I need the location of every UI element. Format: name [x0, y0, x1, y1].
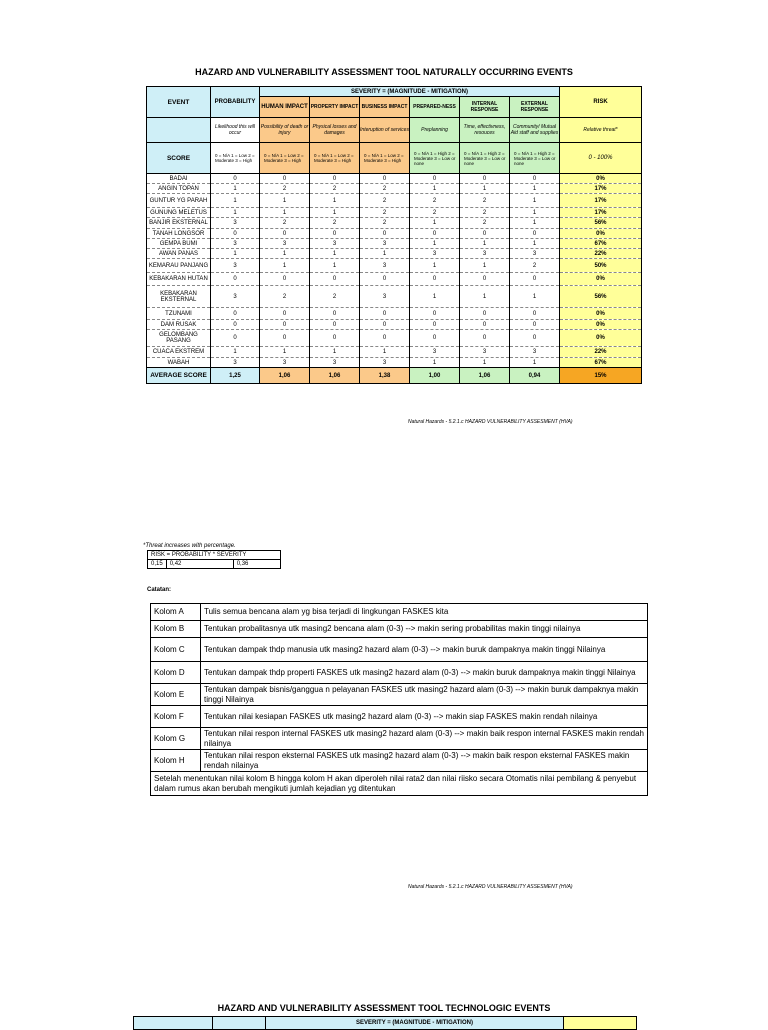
- score-cell: 1: [460, 184, 510, 194]
- event-name: ANGIN TOPAN: [147, 184, 211, 194]
- score-cell: 1: [211, 208, 260, 218]
- score-cell: 2: [460, 194, 510, 208]
- score-cell: 3: [211, 358, 260, 368]
- desc-property: Physical losses and damages: [310, 118, 360, 143]
- risk-formula-value: 0,15: [148, 560, 167, 569]
- score-cell: 1: [460, 286, 510, 308]
- score-cell: 1: [510, 286, 560, 308]
- average-label: AVERAGE SCORE: [147, 368, 211, 384]
- score-cell: 1: [260, 208, 310, 218]
- score-cell: 2: [510, 259, 560, 273]
- score-cell: 2: [260, 218, 310, 229]
- event-name: WABAH: [147, 358, 211, 368]
- score-cell: 1: [360, 249, 410, 259]
- header-probability: PROBABILITY: [211, 87, 260, 118]
- note-row: [151, 706, 648, 728]
- score-cell: 3: [460, 347, 510, 358]
- table-row: [147, 208, 642, 218]
- score-cell: 0: [360, 320, 410, 330]
- desc-human: Possibility of death or injury: [260, 118, 310, 143]
- score-cell: 0: [460, 330, 510, 347]
- score-cell: 0: [460, 273, 510, 286]
- desc-prepared: Preplanning: [410, 118, 460, 143]
- score-cell: 3: [310, 358, 360, 368]
- score-cell: 3: [211, 286, 260, 308]
- score-cell: 3: [360, 358, 410, 368]
- score-cell: 1: [310, 259, 360, 273]
- header-probability-2: [213, 1017, 266, 1030]
- score-cell: 1: [211, 194, 260, 208]
- score-cell: 1: [260, 194, 310, 208]
- event-name: GEMPA BUMI: [147, 239, 211, 249]
- risk-value: 56%: [560, 218, 642, 229]
- event-name: KEBAKARAN HUTAN: [147, 273, 211, 286]
- header-human: HUMAN IMPACT: [260, 97, 310, 118]
- risk-value: 0%: [560, 308, 642, 320]
- average-cell: 1,06: [310, 368, 360, 384]
- score-cell: 2: [360, 218, 410, 229]
- score-cell: 0: [410, 174, 460, 184]
- score-cell: 0: [211, 273, 260, 286]
- header-risk-2: [564, 1017, 637, 1030]
- score-cell: 0: [460, 229, 510, 239]
- score-cell: 1: [410, 239, 460, 249]
- score-cell: 0: [260, 320, 310, 330]
- note-text: Tentukan dampak thdp properti FASKES utk masing2 hazard alam (0-3) --> makin buruk dampaknya makin tinggi Nilainya: [201, 662, 648, 684]
- risk-value: 67%: [560, 358, 642, 368]
- threat-note: *Threat increases with percentage.: [143, 543, 236, 549]
- header-severity: SEVERITY = (MAGNITUDE - MITIGATION): [260, 87, 560, 97]
- score-cell: 2: [460, 218, 510, 229]
- score-cell: 2: [310, 184, 360, 194]
- risk-value: 67%: [560, 239, 642, 249]
- score-cell: 1: [510, 218, 560, 229]
- note-text: Tentukan probalitasnya utk masing2 bencana alam (0-3) --> makin sering probabilitas makin tinggi nilainya: [201, 621, 648, 638]
- table-row: [147, 308, 642, 320]
- note-row: [151, 621, 648, 638]
- header-severity-2: SEVERITY = (MAGNITUDE - MITIGATION): [266, 1017, 564, 1030]
- desc-risk: Relative threat*: [560, 118, 642, 143]
- score-cell: 3: [360, 286, 410, 308]
- score-cell: 0: [260, 229, 310, 239]
- score-cell: 0: [310, 273, 360, 286]
- table-row: [147, 259, 642, 273]
- score-cell: 0: [211, 174, 260, 184]
- risk-value: 22%: [560, 249, 642, 259]
- note-text: Tentukan nilai respon internal FASKES utk masing2 hazard alam (0-3) --> makin baik respon internal FASKES makin rendah nilainya: [201, 728, 648, 750]
- score-cell: 0: [260, 330, 310, 347]
- event-name: GELOMBANG PASANG: [147, 330, 211, 347]
- score-cell: 1: [510, 358, 560, 368]
- note-row: [151, 662, 648, 684]
- header-property: PROPERTY IMPACT: [310, 97, 360, 118]
- note-column: Kolom D: [151, 662, 201, 684]
- notes-summary: Setelah menentukan nilai kolom B hingga kolom H akan diperoleh nilai rata2 dan nilai riisko secara Otomatis nilai pembilang & penyebut dalam rumus akan berubah mengikuti jumlah kejadian yg ditentukan: [151, 772, 648, 796]
- score-cell: 2: [460, 208, 510, 218]
- table-row: [147, 347, 642, 358]
- score-cell: 1: [460, 358, 510, 368]
- average-cell: 1,38: [360, 368, 410, 384]
- score-cell: 2: [310, 218, 360, 229]
- risk-value: 17%: [560, 208, 642, 218]
- score-cell: 0: [211, 320, 260, 330]
- note-column: Kolom A: [151, 604, 201, 621]
- score-cell: 1: [211, 347, 260, 358]
- page-title: HAZARD AND VULNERABILITY ASSESSMENT TOOL NATURALLY OCCURRING EVENTS: [195, 67, 573, 77]
- score-cell: 1: [260, 249, 310, 259]
- score-cell: 2: [360, 208, 410, 218]
- score-cell: 2: [410, 194, 460, 208]
- score-cell: 3: [410, 347, 460, 358]
- score-cell: 1: [410, 218, 460, 229]
- desc-probability: Likelihood this will occur: [211, 118, 260, 143]
- risk-value: 17%: [560, 194, 642, 208]
- average-cell: 1,06: [260, 368, 310, 384]
- score-probability: 0 = N/A 1 = Low 2 = Moderate 3 = High: [211, 143, 260, 174]
- score-cell: 3: [310, 239, 360, 249]
- score-cell: 3: [460, 249, 510, 259]
- header-internal: INTERNAL RESPONSE: [460, 97, 510, 118]
- score-cell: 2: [260, 286, 310, 308]
- score-cell: 0: [260, 273, 310, 286]
- score-cell: 0: [510, 308, 560, 320]
- score-cell: 0: [360, 308, 410, 320]
- score-cell: 1: [310, 208, 360, 218]
- note-column: Kolom C: [151, 638, 201, 662]
- event-name: BANJIR EKSTERNAL: [147, 218, 211, 229]
- event-name: DAM RUSAK: [147, 320, 211, 330]
- score-cell: 0: [211, 330, 260, 347]
- score-cell: 1: [410, 259, 460, 273]
- score-cell: 0: [360, 273, 410, 286]
- score-cell: 2: [310, 286, 360, 308]
- score-label: SCORE: [147, 143, 211, 174]
- desc-business: Interuption of services: [360, 118, 410, 143]
- score-internal: 0 = N/A 1 = High 2 = Moderate 3 = Low or none: [460, 143, 510, 174]
- event-name: TZUNAMI: [147, 308, 211, 320]
- score-cell: 0: [460, 174, 510, 184]
- score-cell: 0: [410, 330, 460, 347]
- table-row: [147, 249, 642, 259]
- table-row: [147, 320, 642, 330]
- score-cell: 0: [510, 229, 560, 239]
- score-cell: 1: [510, 239, 560, 249]
- score-cell: 3: [260, 358, 310, 368]
- score-cell: 0: [211, 308, 260, 320]
- note-column: Kolom H: [151, 750, 201, 772]
- table-row: [147, 174, 642, 184]
- header-business: BUSINESS IMPACT: [360, 97, 410, 118]
- desc-external: Community/ Mutual Aid staff and supplies: [510, 118, 560, 143]
- note-row: [151, 684, 648, 706]
- note-row: [151, 638, 648, 662]
- score-cell: 1: [211, 184, 260, 194]
- note-text: Tentukan dampak bisnis/ganggua n pelayanan FASKES utk masing2 hazard alam (0-3) --> makin buruk dampaknya makin tinggi Nilainya: [201, 684, 648, 706]
- score-cell: 0: [460, 320, 510, 330]
- event-name: KEMARAU PANJANG: [147, 259, 211, 273]
- score-cell: 0: [260, 174, 310, 184]
- average-risk: 15%: [560, 368, 642, 384]
- score-cell: 1: [360, 347, 410, 358]
- note-row: [151, 750, 648, 772]
- desc-internal: Time, effectivness, resouces: [460, 118, 510, 143]
- score-external: 0 = N/A 1 = High 2 = Moderate 3 = Low or none: [510, 143, 560, 174]
- table-row: [147, 330, 642, 347]
- risk-formula-value: 0,36: [233, 560, 280, 569]
- table-row: [147, 239, 642, 249]
- score-cell: 0: [510, 273, 560, 286]
- score-cell: 1: [310, 347, 360, 358]
- hva-table-2: [133, 1016, 637, 1030]
- score-cell: 3: [211, 259, 260, 273]
- event-name: KEBAKARAN EKSTERNAL: [147, 286, 211, 308]
- risk-value: 0%: [560, 174, 642, 184]
- score-cell: 0: [310, 330, 360, 347]
- table-row: [147, 358, 642, 368]
- header-preparedness: PREPARED-NESS: [410, 97, 460, 118]
- header-external: EXTERNAL RESPONSE: [510, 97, 560, 118]
- event-name: TANAH LONGSOR: [147, 229, 211, 239]
- score-human: 0 = N/A 1 = Low 2 = Moderate 3 = High: [260, 143, 310, 174]
- note-text: Tentukan nilai respon eksternal FASKES utk masing2 hazard alam (0-3) --> makin baik respon eksternal FASKES makin rendah nilainya: [201, 750, 648, 772]
- risk-formula-value: 0,42: [166, 560, 233, 569]
- table-row: [147, 286, 642, 308]
- risk-formula-header: RISK = PROBABILITY * SEVERITY: [148, 551, 281, 560]
- risk-value: 50%: [560, 259, 642, 273]
- average-cell: 1,00: [410, 368, 460, 384]
- average-cell: 1,06: [460, 368, 510, 384]
- score-risk: 0 - 100%: [560, 143, 642, 174]
- score-cell: 0: [360, 174, 410, 184]
- notes-table: [150, 603, 648, 796]
- average-cell: 0,94: [510, 368, 560, 384]
- score-cell: 0: [410, 229, 460, 239]
- score-cell: 1: [260, 347, 310, 358]
- score-cell: 3: [211, 218, 260, 229]
- score-cell: 0: [211, 229, 260, 239]
- risk-value: 0%: [560, 330, 642, 347]
- risk-value: 56%: [560, 286, 642, 308]
- risk-value: 0%: [560, 273, 642, 286]
- average-row: [147, 368, 642, 384]
- score-cell: 0: [310, 229, 360, 239]
- note-row: [151, 604, 648, 621]
- score-cell: 0: [310, 320, 360, 330]
- score-cell: 1: [310, 249, 360, 259]
- score-cell: 3: [410, 249, 460, 259]
- score-cell: 1: [510, 194, 560, 208]
- score-cell: 1: [410, 286, 460, 308]
- score-cell: 0: [410, 320, 460, 330]
- note-text: Tulis semua bencana alam yg bisa terjadi di lingkungan FASKES kita: [201, 604, 648, 621]
- score-cell: 3: [360, 259, 410, 273]
- header-risk: RISK: [560, 87, 642, 118]
- score-cell: 0: [310, 308, 360, 320]
- score-business: 0 = N/A 1 = Low 2 = Moderate 3 = High: [360, 143, 410, 174]
- note-column: Kolom G: [151, 728, 201, 750]
- score-cell: 2: [410, 208, 460, 218]
- risk-value: 0%: [560, 320, 642, 330]
- note-text: Tentukan nilai kesiapan FASKES utk masing2 hazard alam (0-3) --> makin siap FASKES makin rendah nilainya: [201, 706, 648, 728]
- score-cell: 3: [510, 249, 560, 259]
- score-cell: 1: [460, 259, 510, 273]
- score-cell: 1: [211, 249, 260, 259]
- risk-formula-table: [147, 550, 281, 569]
- score-cell: 1: [410, 184, 460, 194]
- score-cell: 2: [360, 194, 410, 208]
- desc-event: [147, 118, 211, 143]
- note-column: Kolom E: [151, 684, 201, 706]
- score-cell: 3: [510, 347, 560, 358]
- score-cell: 0: [510, 320, 560, 330]
- score-cell: 3: [360, 239, 410, 249]
- table-row: [147, 218, 642, 229]
- score-cell: 2: [260, 184, 310, 194]
- score-cell: 0: [310, 174, 360, 184]
- event-name: GUNUNG MELETUS: [147, 208, 211, 218]
- score-cell: 1: [460, 239, 510, 249]
- footnote: Natural Hazards - 5.2.1.c HAZARD VULNERABILITY ASSESMENT (HVA): [408, 419, 573, 425]
- score-cell: 2: [360, 184, 410, 194]
- table-row: [147, 273, 642, 286]
- footnote-2: Natural Hazards - 5.2.1.c HAZARD VULNERABILITY ASSESMENT (HVA): [408, 884, 573, 890]
- risk-value: 0%: [560, 229, 642, 239]
- score-property: 0 = N/A 1 = Low 2 = Moderate 3 = High: [310, 143, 360, 174]
- score-cell: 3: [260, 239, 310, 249]
- score-cell: 1: [510, 184, 560, 194]
- score-cell: 0: [360, 229, 410, 239]
- table-row: [147, 194, 642, 208]
- score-cell: 0: [360, 330, 410, 347]
- table-row: [147, 229, 642, 239]
- hva-table: [146, 86, 642, 384]
- note-text: Tentukan dampak thdp manusia utk masing2 hazard alam (0-3) --> makin buruk dampaknya makin tinggi Nilainya: [201, 638, 648, 662]
- score-cell: 0: [260, 308, 310, 320]
- score-cell: 3: [211, 239, 260, 249]
- table-row: [147, 184, 642, 194]
- note-column: Kolom F: [151, 706, 201, 728]
- note-row: [151, 728, 648, 750]
- event-name: GUNTUR YG PARAH: [147, 194, 211, 208]
- score-cell: 0: [410, 308, 460, 320]
- average-cell: 1,25: [211, 368, 260, 384]
- event-name: CUACA EKSTREM: [147, 347, 211, 358]
- score-cell: 1: [310, 194, 360, 208]
- risk-value: 22%: [560, 347, 642, 358]
- page-title-2: HAZARD AND VULNERABILITY ASSESSMENT TOOL TECHNOLOGIC EVENTS: [217, 1003, 551, 1013]
- score-cell: 0: [460, 308, 510, 320]
- score-cell: 0: [410, 273, 460, 286]
- event-name: BADAI: [147, 174, 211, 184]
- catatan-label: Catatan:: [147, 587, 172, 593]
- score-cell: 0: [510, 174, 560, 184]
- header-event-2: [134, 1017, 213, 1030]
- score-cell: 0: [510, 330, 560, 347]
- risk-value: 17%: [560, 184, 642, 194]
- score-cell: 1: [260, 259, 310, 273]
- note-column: Kolom B: [151, 621, 201, 638]
- score-cell: 1: [510, 208, 560, 218]
- event-name: AWAN PANAS: [147, 249, 211, 259]
- header-event: EVENT: [147, 87, 211, 118]
- score-cell: 1: [410, 358, 460, 368]
- score-prepared: 0 = N/A 1 = High 2 = Moderate 3 = Low or none: [410, 143, 460, 174]
